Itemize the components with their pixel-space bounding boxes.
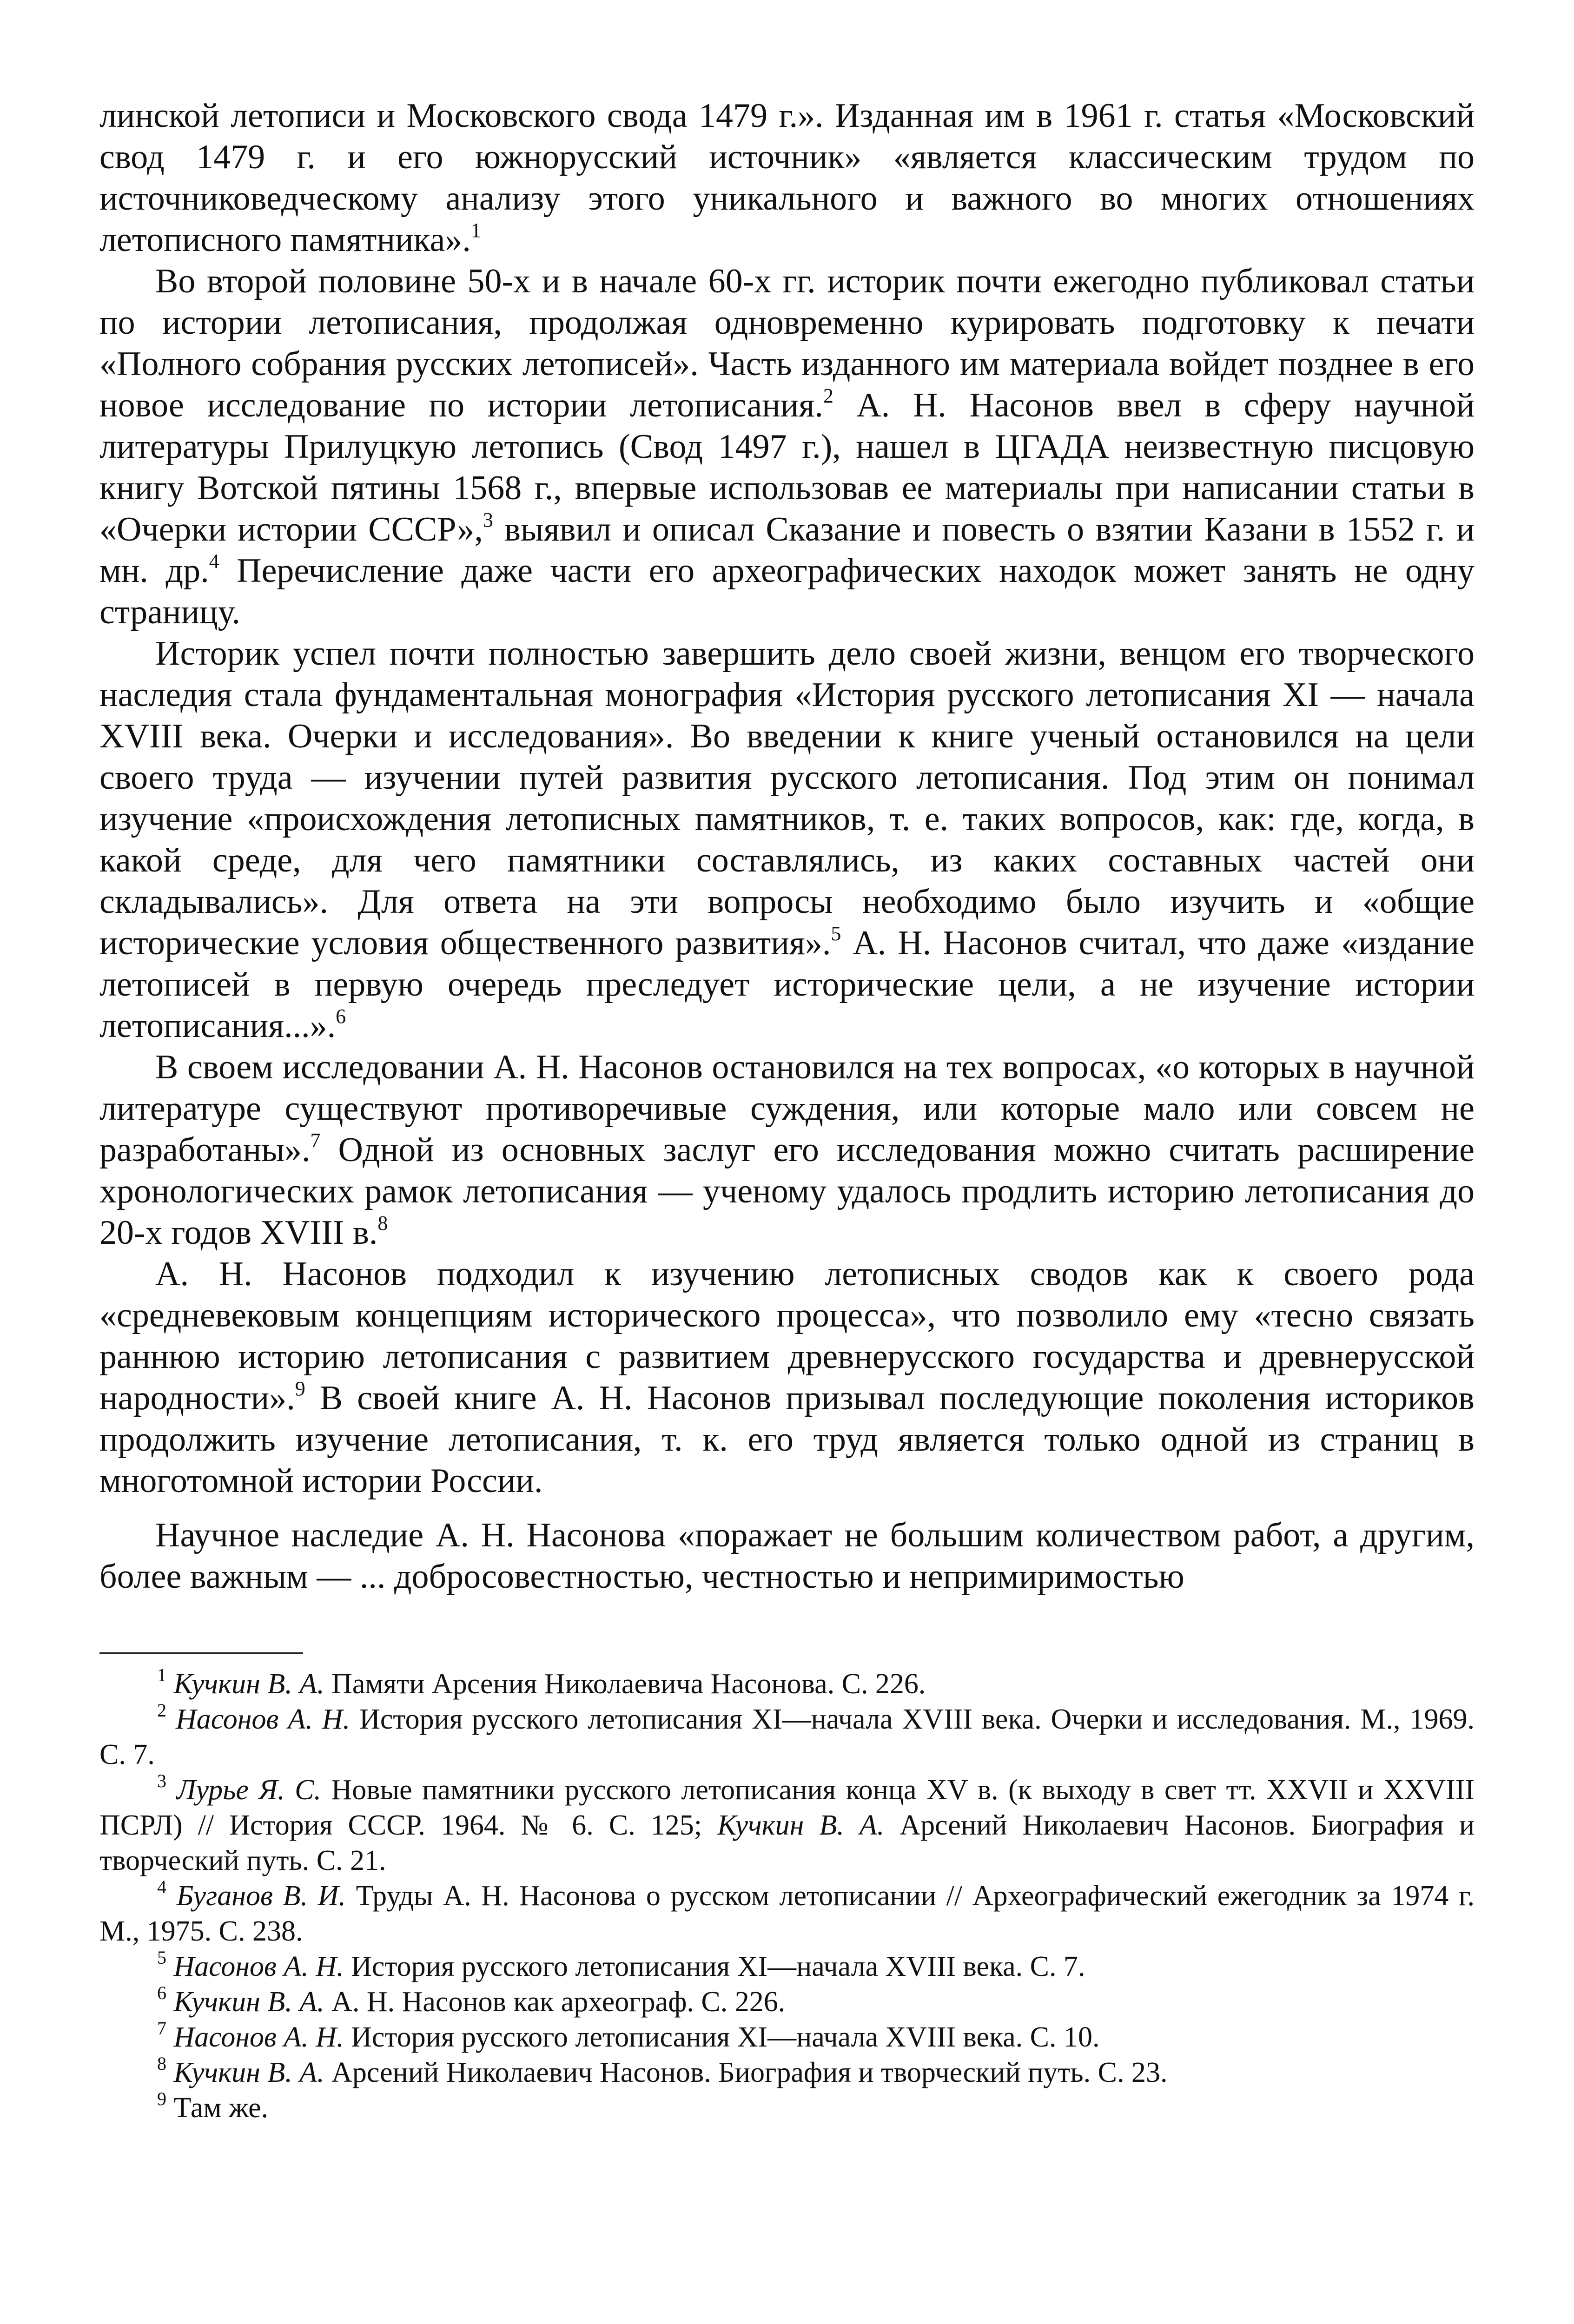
footnote-ref: 3 (483, 508, 493, 531)
footnote-author: Кучкин В. А. (717, 1809, 885, 1841)
footnote-ref: 9 (295, 1377, 305, 1400)
paragraph-3: Историк успел почти полностью завершить дело своей жизни, венцом его творческого наследия стала фундаментальная монография «История русского летописания XI — начала XVIII века. Очерки и исследования». Во введении к книге ученый остановился на цели своего труда — изучении путей развития русского летописания. Под этим он понимал изучение «происхождения летописных памятников, т. е. таких вопросов, как: где, когда, в какой среде, для чего памятники составлялись, из каких составных частей они складывались». Для ответа на эти вопросы необходимо было изучить и «общие исторические условия общественного развития».$^5$ А. Н. Насонов считал, что даже «издание летописей в первую очередь преследует исторические цели, а не изучение истории летописания...».$^6$ (99, 634, 1475, 1045)
footnote-number: 8 (157, 2053, 166, 2074)
footnote-ref: 1 (470, 219, 481, 242)
footnote-divider (99, 1652, 303, 1654)
book-page (99, 95, 1475, 2324)
footnote-ref: 5 (831, 922, 841, 945)
paragraph-6: Научное наследие А. Н. Насонова «поражает не большим количеством работ, а другим, более важным — ... добросовестностью, честностью и непримиримостью (99, 1516, 1475, 1596)
footnote-ref: 2 (823, 384, 833, 407)
footnote: $^2$ Насонов А. Н. История русского летописания XI—начала XVIII века. Очерки и исследования. М., 1969. С. 7. (99, 1700, 1475, 1770)
footnote: $^5$ Насонов А. Н. История русского летописания XI—начала XVIII века. С. 7. (157, 1947, 1085, 1982)
footnote-number: 5 (157, 1947, 166, 1968)
footnote-number: 3 (157, 1770, 166, 1791)
footnote: $^8$ Кучкин В. А. Арсений Николаевич Насонов. Биография и творческий путь. С. 23. (157, 2053, 1168, 2088)
footnote-author: Буганов В. И. (176, 1880, 346, 1912)
footnote-number: 9 (157, 2088, 166, 2109)
paragraph-2: Во второй половине 50-х и в начале 60-х гг. историк почти ежегодно публиковал статьи по истории летописания, продолжая одновременно курировать подготовку к печати «Полного собрания русских летописей». Часть изданного им материала войдет позднее в его новое исследование по истории летописания.$^2$ А. Н. Насонов ввел в сферу научной литературы Прилуцкую летопись (Свод 1497 г.), нашел в ЦГАДА неизвестную писцовую книгу Вотской пятины 1568 г., впервые использовав ее материалы при написании статьи в «Очерки истории СССР»,$^3$ выявил и описал Сказание и повесть о взятии Казани в 1552 г. и мн. др.$^4$ Перечисление даже части его археографических находок может занять не одну страницу. (99, 262, 1475, 631)
footnote-number: 1 (157, 1664, 166, 1685)
paragraph-1: линской летописи и Московского свода 1479 г.». Изданная им в 1961 г. статья «Московский свод 1479 г. и его южнорусский источник» «является классическим трудом по источниковедческому анализу этого уникального и важного во многих отношениях летописного памятника».$^1$ (99, 97, 1475, 259)
footnote-author: Кучкин В. А. (173, 1668, 324, 1700)
footnote-number: 7 (157, 2018, 166, 2039)
footnote-author: Насонов А. Н. (173, 1951, 344, 1982)
footnote-ref: 6 (336, 1005, 346, 1028)
footnote-number: 2 (157, 1700, 166, 1721)
footnote-ref: 8 (377, 1212, 388, 1235)
footnote-number: 4 (157, 1876, 166, 1897)
footnote: $^9$ Там же. (157, 2088, 269, 2124)
footnote-author: Кучкин В. А. (173, 2057, 324, 2088)
footnote: $^6$ Кучкин В. А. А. Н. Насонов как археограф. С. 226. (157, 1982, 786, 2018)
footnote-number: 6 (157, 1982, 166, 2003)
footnotes (99, 1666, 1475, 2126)
footnote-author: Кучкин В. А. (173, 1986, 324, 2018)
body-text (99, 95, 1475, 1598)
footnote-author: Насонов А. Н. (176, 1703, 351, 1735)
paragraph-4: В своем исследовании А. Н. Насонов остановился на тех вопросах, «о которых в научной литературе существуют противоречивые суждения, или которые мало или совсем не разработаны».$^7$ Одной из основных заслуг его исследования можно считать расширение хронологических рамок летописания — ученому удалось продлить историю летописания до 20-х годов XVIII в.$^8$ (99, 1048, 1475, 1252)
footnote-ref: 7 (310, 1129, 321, 1152)
footnote: $^4$ Буганов В. И. Труды А. Н. Насонова о русском летописании // Археографический ежегодник за 1974 г. М., 1975. С. 238. (99, 1876, 1475, 1947)
paragraph-5: А. Н. Насонов подходил к изучению летописных сводов как к своего рода «средневековым концепциям исторического процесса», что позволило ему «тесно связать раннюю историю летописания с развитием древнерусского государства и древнерусской народности».$^9$ В своей книге А. Н. Насонов призывал последующие поколения историков продолжить изучение летописания, т. к. его труд является только одной из страниц в многотомной истории России. (99, 1255, 1475, 1500)
footnote: $^3$ Лурье Я. С. Новые памятники русского летописания конца XV в. (к выходу в свет тт. XXVII и XXVIII ПСРЛ) // История СССР. 1964. № 6. С. 125; Кучкин В. А. Арсений Николаевич Насонов. Биография и творческий путь. С. 21. (99, 1770, 1475, 1876)
footnote: $^1$ Кучкин В. А. Памяти Арсения Николаевича Насонова. С. 226. (157, 1664, 926, 1700)
footnote-author: Лурье Я. С. (176, 1774, 321, 1806)
footnote-author: Насонов А. Н. (173, 2021, 344, 2053)
footnote: $^7$ Насонов А. Н. История русского летописания XI—начала XVIII века. С. 10. (157, 2018, 1100, 2053)
footnote-ref: 4 (209, 550, 219, 573)
